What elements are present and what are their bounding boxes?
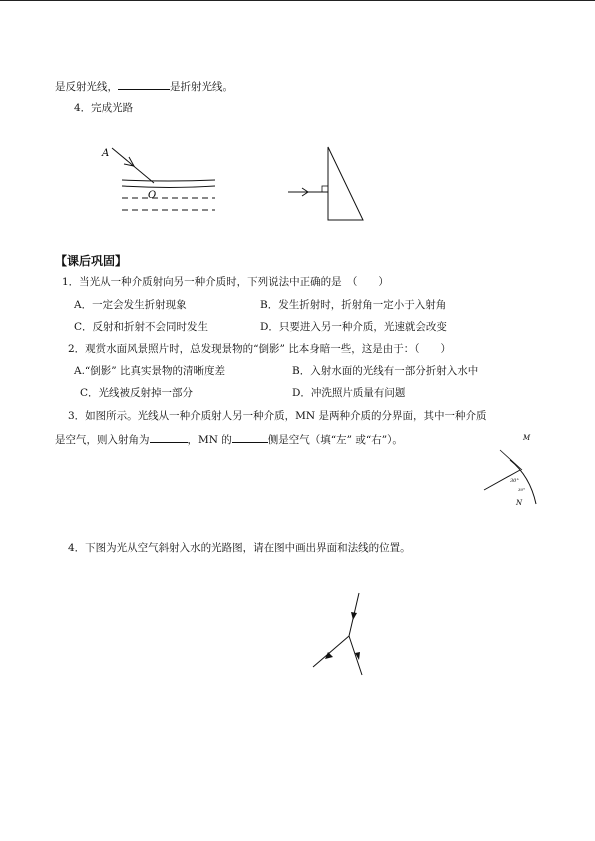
ray-bottom bbox=[349, 636, 362, 675]
ray-left bbox=[313, 636, 349, 667]
label-o: O bbox=[148, 190, 157, 201]
q3-tail-part2: 是折射光线。 bbox=[170, 81, 233, 93]
q3-tail-part1: 是反射光线， bbox=[55, 81, 118, 93]
arrow-top bbox=[351, 612, 357, 620]
figure-prism bbox=[285, 145, 370, 225]
surface-second bbox=[122, 186, 215, 188]
angle-label-1: 30° bbox=[510, 478, 519, 484]
hw2-option-c[interactable]: C．光线被反射掉一部分 bbox=[80, 387, 194, 399]
hw2-stem: 2．观赏水面风景照片时，总发现景物的“倒影” 比本身暗一些，这是由于：（ ） bbox=[68, 343, 452, 355]
q4-title: 4．完成光路 bbox=[74, 102, 134, 114]
label-m: M bbox=[523, 434, 531, 442]
hw1-option-a[interactable]: A．一定会发生折射现象 bbox=[74, 299, 187, 311]
side-blank[interactable] bbox=[232, 431, 268, 443]
normal-line bbox=[500, 450, 522, 470]
label-a: A bbox=[102, 148, 110, 159]
hw1-option-c[interactable]: C．反射和折射不会同时发生 bbox=[74, 321, 209, 333]
figure-water-ray bbox=[100, 140, 220, 220]
hw3-stem-part-a: 是空气，则入射角为 bbox=[55, 434, 150, 446]
hw3-stem-part-c: 侧是空气（填“左” 或“右”）。 bbox=[267, 434, 403, 446]
hw1-option-b[interactable]: B．发生折射时，折射角一定小于入射角 bbox=[260, 299, 447, 311]
hw2-option-d[interactable]: D．冲洗照片质量有问题 bbox=[292, 387, 406, 399]
angle-label-2: 30° bbox=[518, 487, 526, 492]
right-angle-mark bbox=[322, 186, 328, 192]
hw1-option-d[interactable]: D．只要进入另一种介质，光速就会改变 bbox=[260, 321, 447, 333]
hw2-option-b[interactable]: B．入射水面的光线有一部分折射入水中 bbox=[292, 365, 479, 377]
incidence-angle-blank[interactable] bbox=[150, 431, 188, 443]
q3-tail-line bbox=[55, 78, 233, 94]
hw3-stem-line2 bbox=[55, 431, 403, 447]
section-title: 【课后巩固】 bbox=[55, 254, 128, 268]
prism-triangle bbox=[328, 147, 363, 220]
hw2-option-a[interactable]: A.“倒影” 比真实景物的清晰度差 bbox=[74, 365, 225, 377]
surface-top bbox=[122, 180, 215, 181]
hw1-stem: 1．当光从一种介质射向另一种介质时，下列说法中正确的是 （ ） bbox=[62, 276, 389, 288]
page-top-rule bbox=[0, 0, 595, 1]
hw3-stem-line1: 3．如图所示。光线从一种介质射人另一种介质，MN 是两种介质的分界面，其中一种介质 bbox=[68, 410, 487, 422]
figure-three-rays bbox=[305, 585, 375, 680]
label-n: N bbox=[516, 499, 523, 507]
hw3-stem-part-b: ，MN 的 bbox=[187, 434, 232, 446]
hw4-stem: 4．下图为光从空气斜射入水的光路图，请在图中画出界面和法线的位置。 bbox=[68, 542, 411, 554]
figure-mn-interface bbox=[478, 428, 548, 513]
answer-blank[interactable] bbox=[118, 78, 170, 90]
